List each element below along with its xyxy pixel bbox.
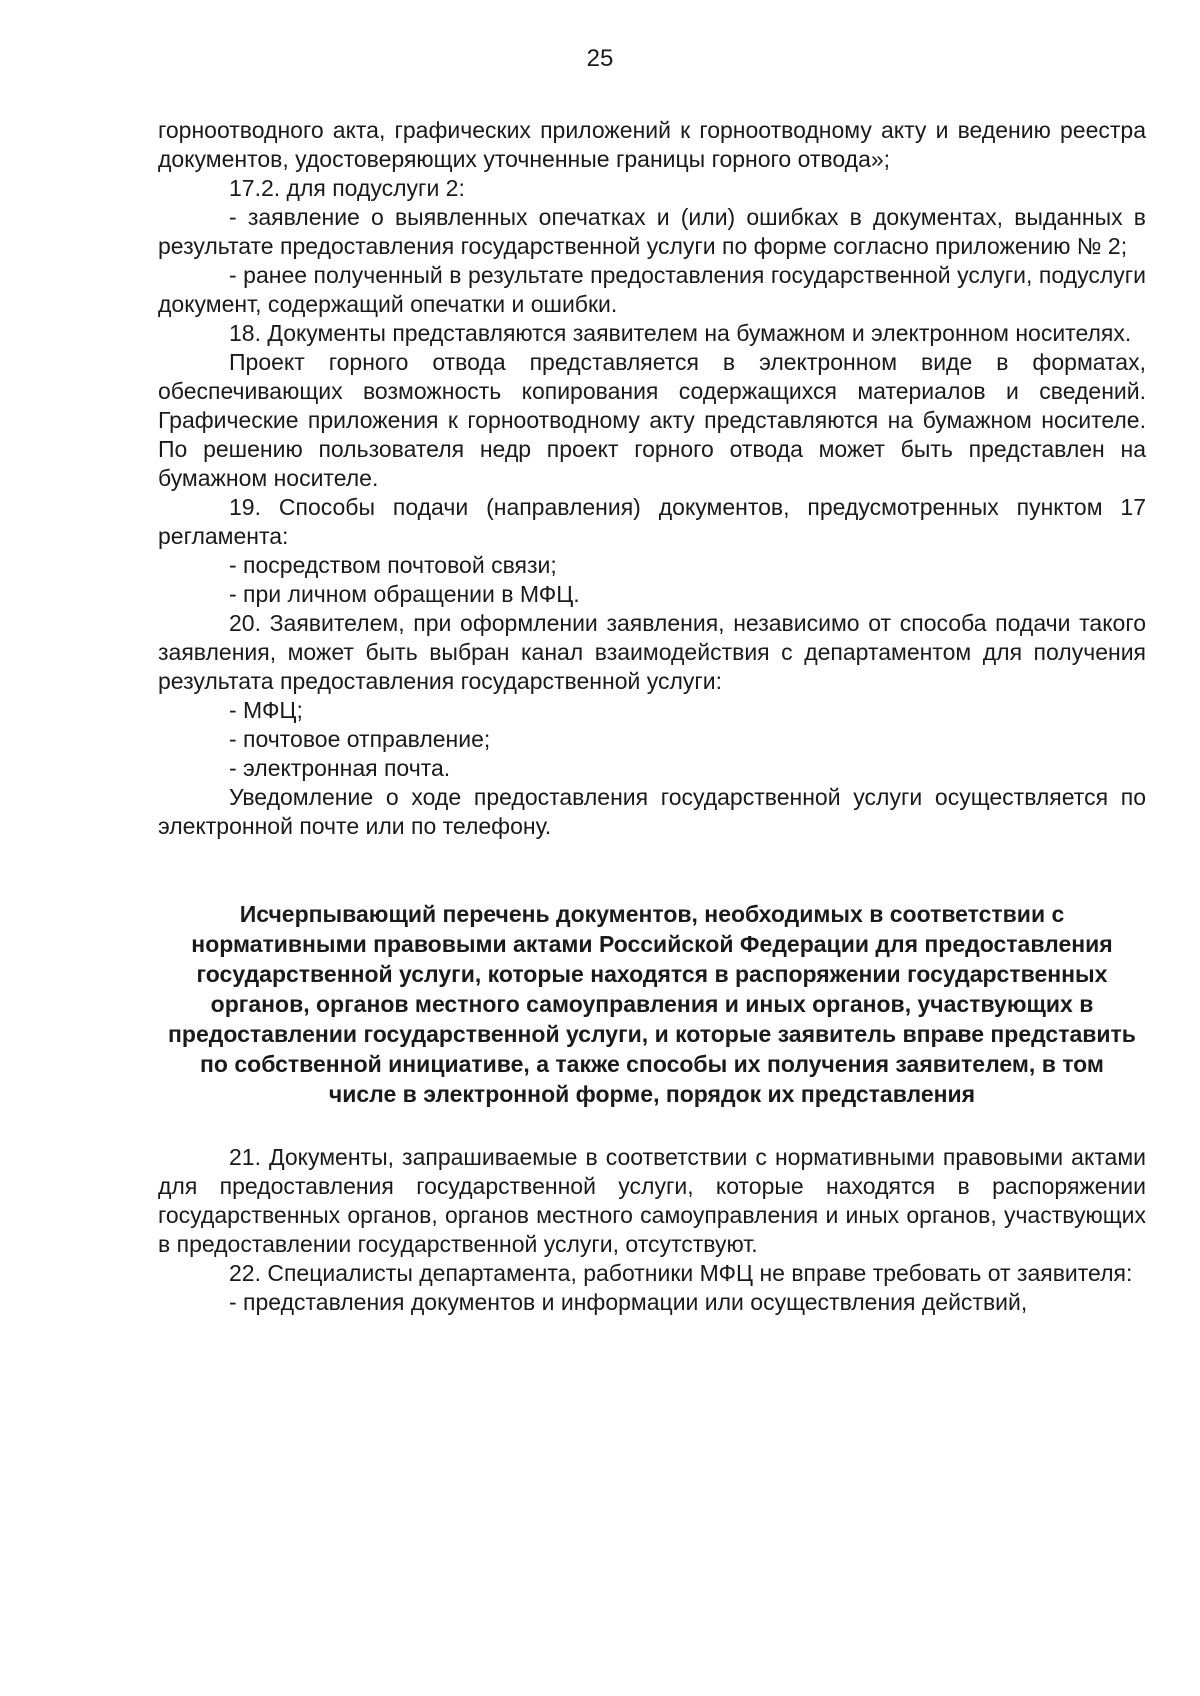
paragraph: 18. Документы представляются заявителем на бумажном и электронном носителях. [229,320,1132,346]
list-item: - при личном обращении в МФЦ. [229,581,580,607]
spacer [158,1109,1146,1143]
paragraph: 19. Способы подачи (направления) документов, предусмотренных пунктом 17 регламента: [158,494,1146,549]
list-item: - электронная почта. [229,755,451,781]
list-item: - посредством почтовой связи; [229,552,557,578]
page-number: 25 [586,45,614,72]
list-item: - МФЦ; [229,697,303,723]
list-item: - почтовое отправление; [229,726,491,752]
paragraph: 22. Специалисты департамента, работники МФЦ не вправе требовать от заявителя: [229,1260,1133,1286]
document-body [158,116,1146,1317]
paragraph: 20. Заявителем, при оформлении заявления, независимо от способа подачи такого заявления, может быть выбран канал взаимодействия с департаментом для получения результата предоставления государственной услуги: [158,610,1146,694]
paragraph: 21. Документы, запрашиваемые в соответствии с нормативными правовыми актами для предоставления государственной услуги, которые находятся в распоряжении государственных органов, органов местного самоуправления и иных органов, участвующих в предоставлении государственной услуги, отсутствуют. [158,1144,1146,1257]
section-heading: Исчерпывающий перечень документов, необходимых в соответствии с нормативными правовыми актами Российской Федерации для предоставления государственной услуги, которые находятся в распоряжении государственных органов, органов местного самоуправления и иных органов, участвующих в предоставлении государственной услуги, и которые заявитель вправе представить по собственной инициативе, а также способы их получения заявителем, в том числе в электронной форме, порядок их представления [168,901,1136,1107]
paragraph: - ранее полученный в результате предоставления государственной услуги, подуслуги документ, содержащий опечатки и ошибки. [158,262,1146,317]
list-item: - представления документов и информации или осуществления действий, [229,1289,1028,1315]
paragraph: Уведомление о ходе предоставления государственной услуги осуществляется по электронной почте или по телефону. [158,784,1146,839]
paragraph: горноотводного акта, графических приложений к горноотводному акту и ведению реестра документов, удостоверяющих уточненные границы горного отвода»; [158,117,1146,172]
paragraph: 17.2. для подуслуги 2: [229,175,465,201]
paragraph: Проект горного отвода представляется в электронном виде в форматах, обеспечивающих возможность копирования содержащихся материалов и сведений. Графические приложения к горноотводному акту представляются на бумажном носителе. По решению пользователя недр проект горного отвода может быть представлен на бумажном носителе. [158,349,1146,491]
paragraph: - заявление о выявленных опечатках и (или) ошибках в документах, выданных в результате предоставления государственной услуги по форме согласно приложению № 2; [158,204,1146,259]
